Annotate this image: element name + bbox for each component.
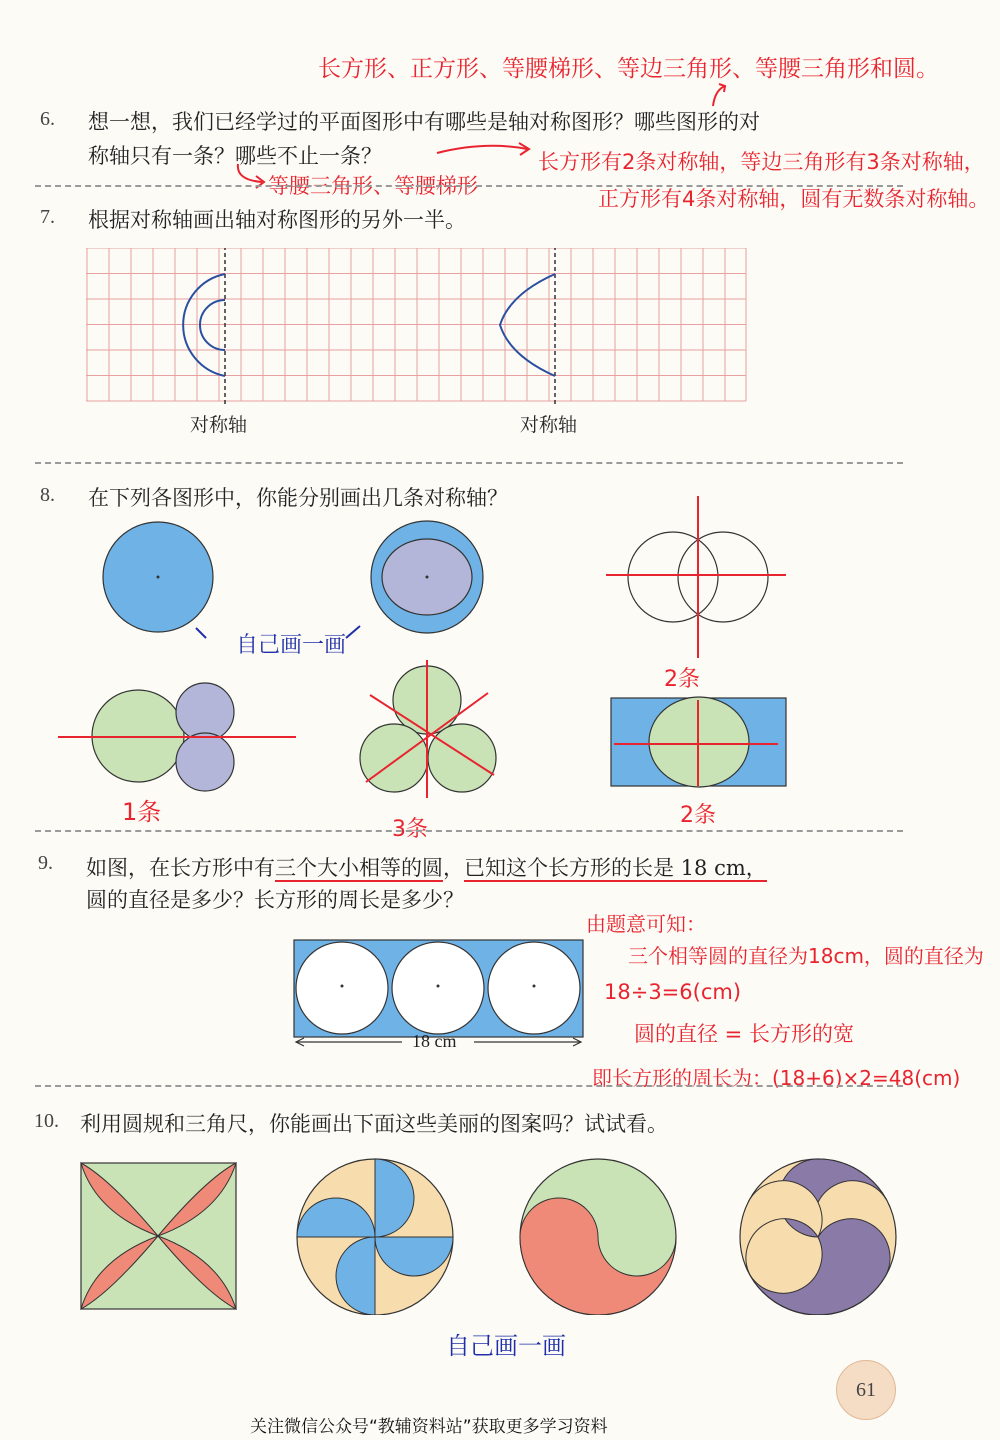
q9-solution-2: 三个相等圆的直径为18cm，圆的直径为 [628,944,984,968]
q7-grid-figure [86,248,750,404]
separator [35,462,903,464]
q6-line2: 称轴只有一条？哪些不止一条？ [88,144,382,168]
q7-text: 根据对称轴画出轴对称图形的另外一半。 [88,208,466,232]
footer-text: 关注微信公众号“教辅资料站”获取更多学习资料 [250,1417,608,1437]
q8-answer-rect: 2条 [680,803,716,828]
q9-solution-1: 由题意可知： [586,912,706,936]
q10-number: 10. [34,1110,59,1132]
q8-answer-circles: 自己画一画 [236,633,347,658]
arrow-icon [230,162,270,192]
q10-answer: 自己画一画 [446,1332,566,1360]
q9-solution-3: 18÷3=6(cm) [604,980,742,1004]
page-number: 61 [836,1360,896,1420]
q6-answer-many-1: 长方形有2条对称轴，等边三角形有3条对称轴， [538,150,985,174]
q6-answer-many-2: 正方形有4条对称轴，圆有无数条对称轴。 [598,187,990,211]
q9-solution-4: 圆的直径 = 长方形的宽 [634,1022,854,1046]
q8-figures [0,490,1000,830]
q9-line2: 圆的直径是多少？长方形的周长是多少？ [86,888,464,912]
q8-text: 在下列各图形中，你能分别画出几条对称轴？ [88,486,508,510]
q9-dimension-label: 18 cm [412,1031,457,1051]
q6-number: 6. [40,108,55,130]
q9-line1 [86,852,767,882]
q9-number: 9. [38,852,53,874]
q10-patterns [0,1155,1000,1315]
q8-answer-two-circles: 2条 [664,667,700,692]
separator [35,185,903,187]
q10-text: 利用圆规和三角尺，你能画出下面这些美丽的图案吗？试试看。 [80,1112,668,1136]
separator [35,830,903,832]
q9-solution-5: 即长方形的周长为：(18+6)×2=48(cm) [592,1066,961,1090]
q8-number: 8. [40,484,55,506]
arrow-icon [435,135,535,165]
separator [35,1085,903,1087]
q9-text-c: ， [443,856,464,880]
q7-axis-label-2: 对称轴 [520,414,578,436]
q7-axis-label-1: 对称轴 [190,414,248,436]
arrow-icon [705,80,735,108]
q7-number: 7. [40,206,55,228]
q6-line1: 想一想，我们已经学过的平面图形中有哪些是轴对称图形？哪些图形的对 [88,110,760,134]
q9-underlined-length: 已知这个长方形的长是 18 cm， [464,856,767,880]
q8-answer-trefoil: 3条 [392,817,428,842]
q6-answer-one: 等腰三角形、等腰梯形 [268,174,478,198]
q8-answer-circle-pair: 1条 [122,798,162,826]
q9-text-a: 如图，在长方形中有 [86,856,275,880]
handwritten-answer-top: 长方形、正方形、等腰梯形、等边三角形、等腰三角形和圆。 [318,56,939,82]
q9-underlined-circles: 三个大小相等的圆 [275,856,443,880]
